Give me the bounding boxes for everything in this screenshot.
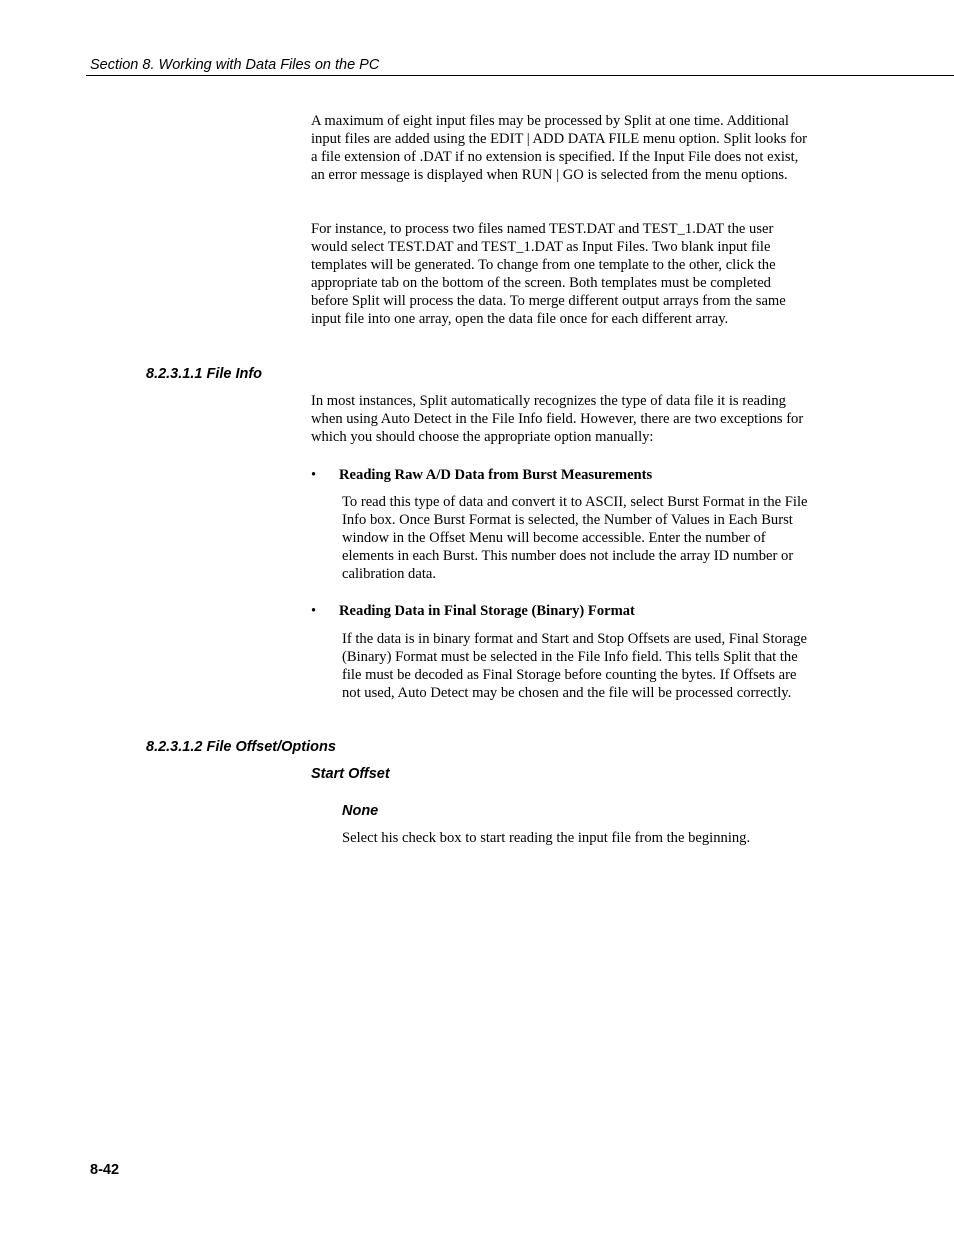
bullet-binary-text: If the data is in binary format and Start and Stop Offsets are used, Final Storage (Binary) Format must be selected in the File Info field. This tells Split that the file must be decoded as Final Storage before counting the bytes. If Offsets are not used, Auto Detect may be chosen and the file will be processed correctly. (342, 631, 807, 701)
bullet-burst-text: To read this type of data and convert it to ASCII, select Burst Format in the File Info box. Once Burst Format is selected, the Number of Values in Each Burst window in the Offset Menu will become accessible. Enter the number of elements in each Burst. This number does not include the array ID number or calibration data. (342, 494, 808, 582)
bullet-marker: • (311, 603, 317, 619)
file-info-heading: 8.2.3.1.1 File Info (146, 366, 263, 382)
bullet-marker: • (311, 467, 317, 483)
none-paragraph: Select his check box to start reading the input file from the beginning. (342, 830, 751, 846)
intro-paragraph-2: For instance, to process two files named TEST.DAT and TEST_1.DAT the user would select TEST.DAT and TEST_1.DAT as Input Files. Two blank input file templates will be generated. To change from one template to the other, click the appropriate tab on the bottom of the screen. Both templates must be completed before Split will process the data. To merge different output arrays from the same input file into one array, open the data file once for each different array. (311, 221, 786, 327)
none-heading: None (342, 803, 379, 819)
running-head: Section 8. Working with Data Files on the PC (90, 57, 380, 73)
header-rule (86, 75, 954, 76)
file-offset-heading: 8.2.3.1.2 File Offset/Options (146, 739, 336, 755)
page-number: 8-42 (90, 1162, 120, 1178)
start-offset-heading: Start Offset (311, 766, 390, 782)
bullet-burst-label: Reading Raw A/D Data from Burst Measurements (339, 467, 653, 483)
file-info-paragraph: In most instances, Split automatically recognizes the type of data file it is reading when using Auto Detect in the File Info field. However, there are two exceptions for which you should choose the appropriate option manually: (311, 393, 804, 445)
bullet-binary-label: Reading Data in Final Storage (Binary) Format (339, 603, 635, 619)
intro-paragraph-1: A maximum of eight input files may be processed by Split at one time. Additional input files are added using the EDIT | ADD DATA FILE menu option. Split looks for a file extension of .DAT if no extension is specified. If the Input File does not exist, an error message is displayed when RUN | GO is selected from the menu options. (311, 113, 807, 183)
